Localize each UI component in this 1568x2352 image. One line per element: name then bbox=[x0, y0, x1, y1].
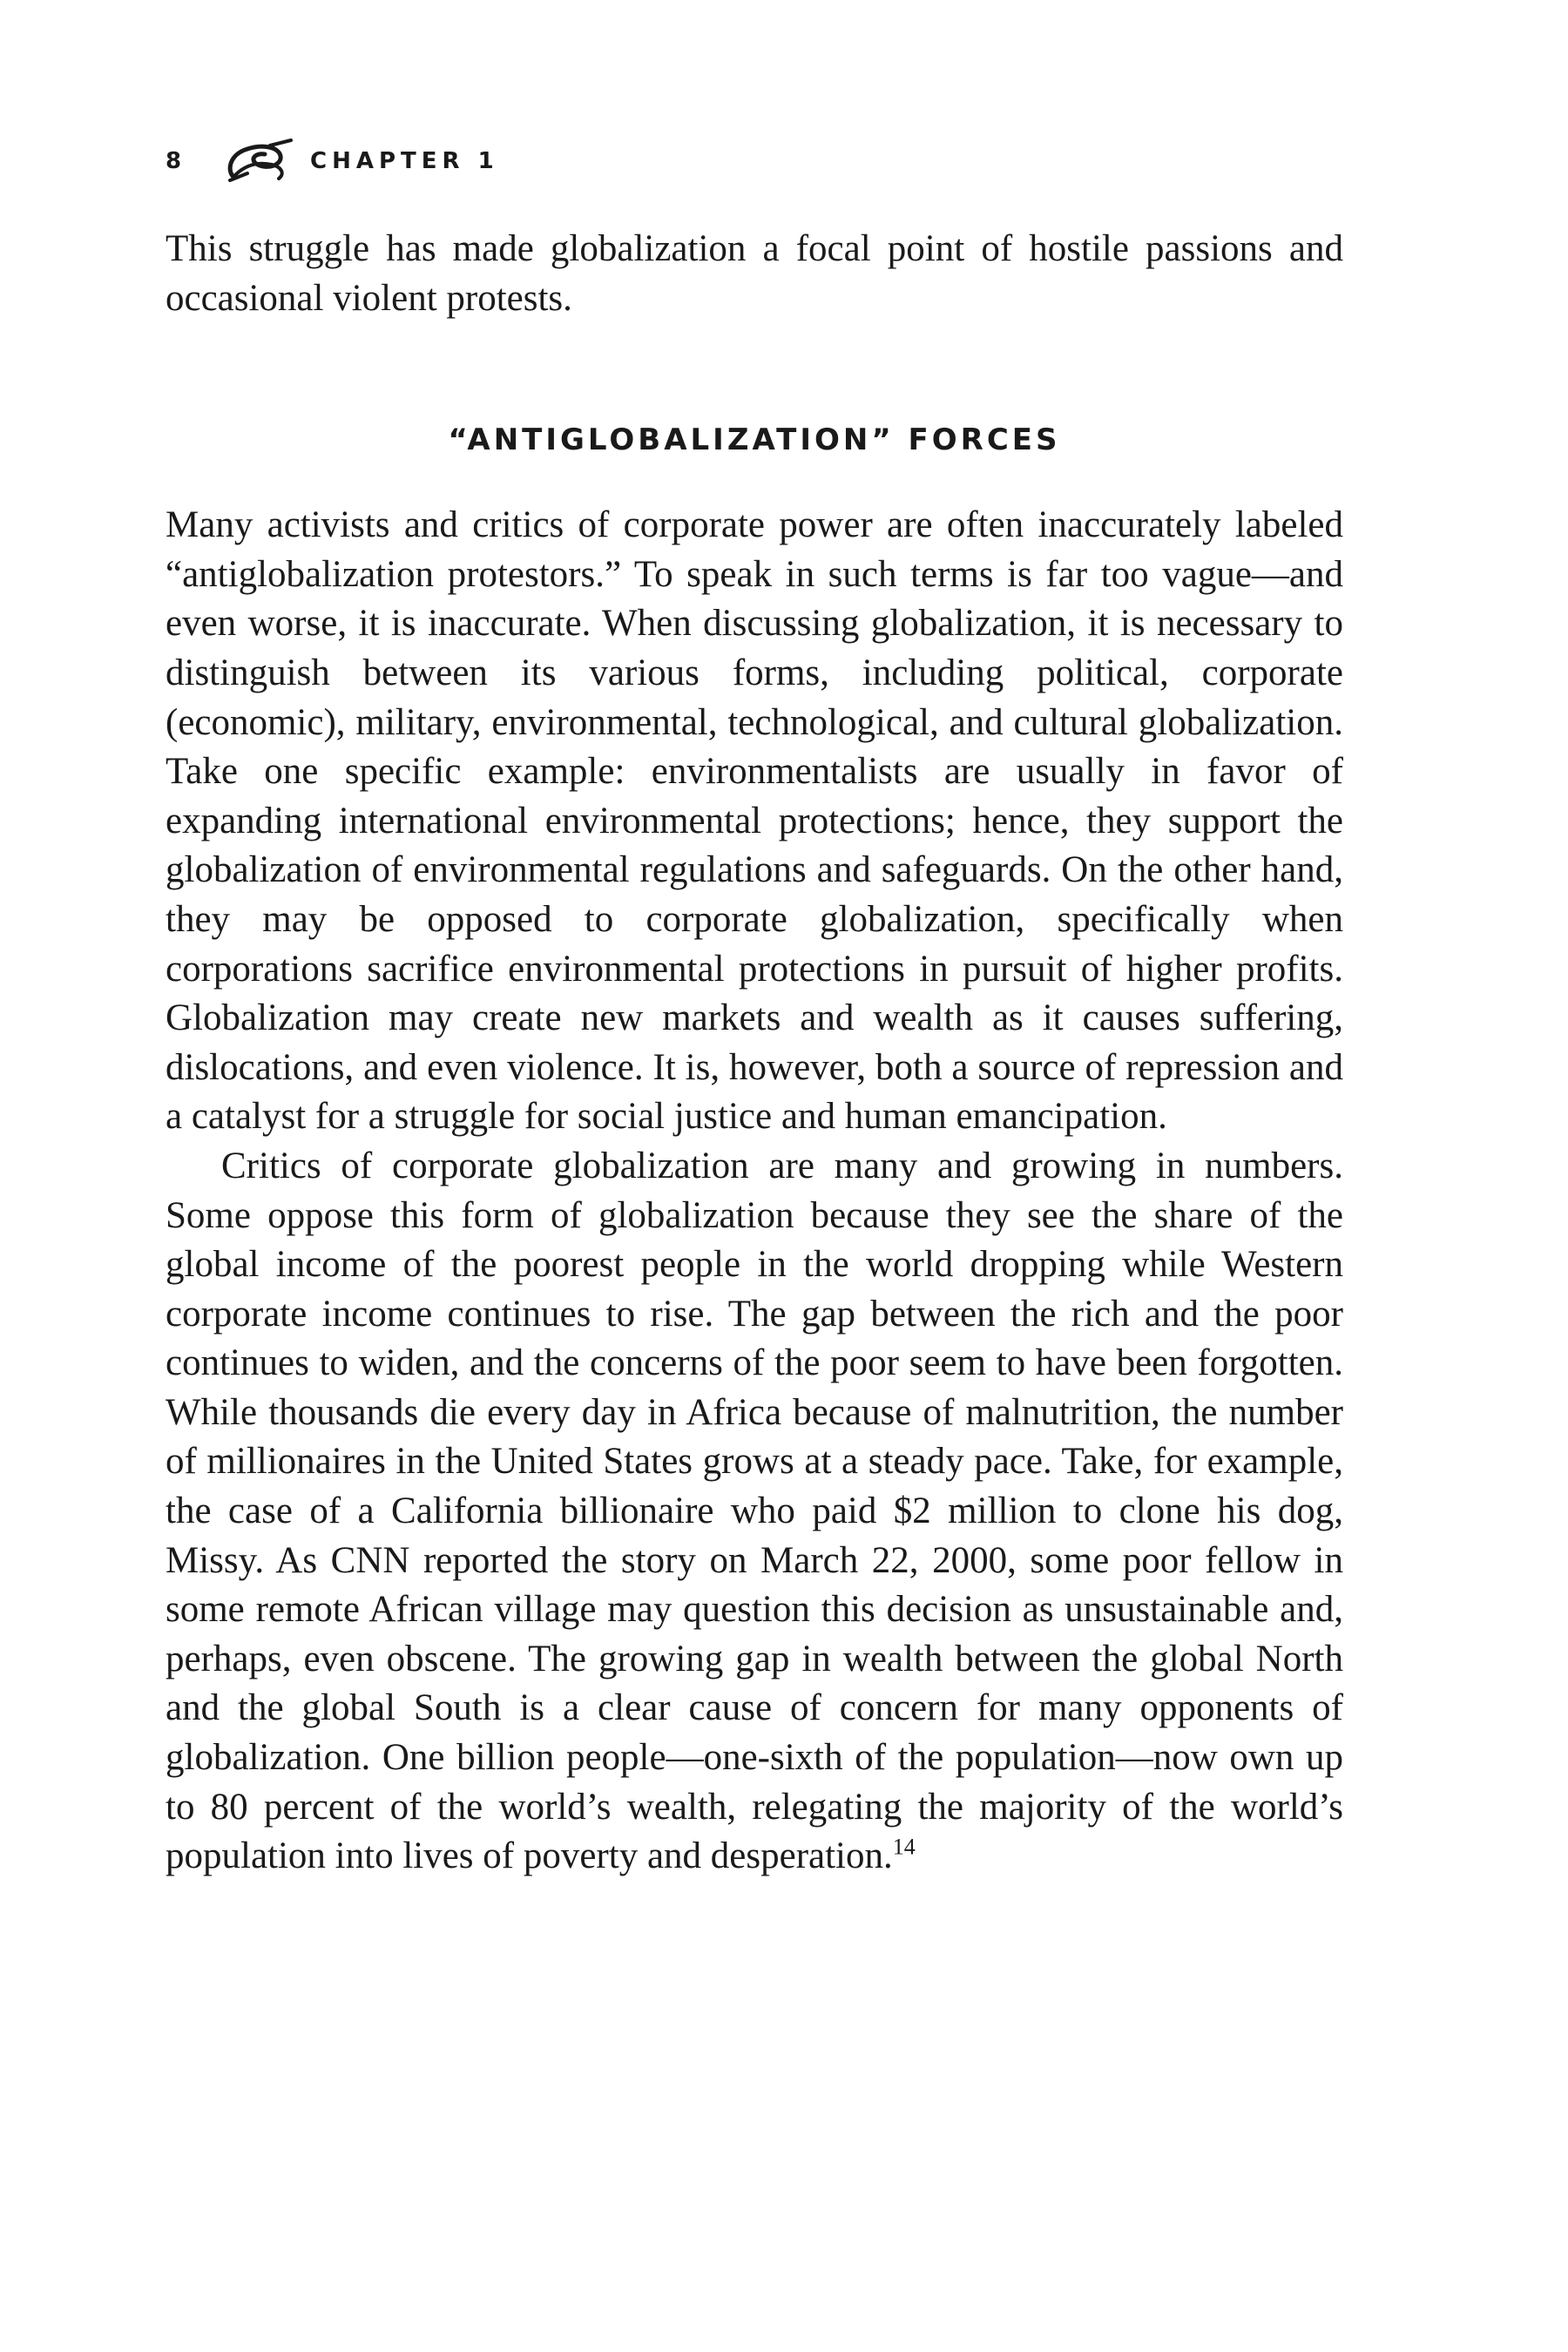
section-heading: “ANTIGLOBALIZATION” FORCES bbox=[448, 422, 1061, 458]
chapter-label: CHAPTER 1 bbox=[310, 148, 499, 174]
footnote-reference: 14 bbox=[892, 1834, 916, 1860]
page-number: 8 bbox=[166, 148, 187, 174]
paragraph-critics bbox=[166, 1142, 1343, 1882]
intro-paragraph: This struggle has made globalization a focal point of hostile passions and occasional violent protests. bbox=[166, 228, 1343, 319]
running-head bbox=[166, 135, 499, 187]
paragraph-critics-text: Critics of corporate globalization are many and growing in numbers. Some oppose this form of globalization because they see the share of the global income of the poorest people in the world dropping while Western corporate income continues to rise. The gap between the rich and the poor continues to widen, and the concerns of the poor seem to have been forgotten. While thousands die every day in Africa because of malnutrition, the number of millionaires in the United States grows at a steady pace. Take, for example, the case of a California billionaire who paid $2 million to clone his dog, Missy. As CNN reported the story on March 22, 2000, some poor fellow in some remote African village may question this decision as unsustainable and, perhaps, even obscene. The growing gap in wealth between the global North and the global South is a clear cause of concern for many opponents of globalization. One billion people—one-sixth of the population—now own up to 80 percent of the world’s wealth, relegating the majority of the world’s population into lives of poverty and desperation. bbox=[166, 1145, 1343, 1877]
paragraph-activists: Many activists and critics of corporate power are often inaccurately labeled “antiglobalization protestors.” To speak in such terms is far too vague—and even worse, it is inaccurate. When discussing globalization, it is necessary to distinguish between its various forms, including political, corporate (economic), military, environmental, technological, and cultural globalization. Take one specific example: environmentalists are usually in favor of expanding international environmental protections; hence, they support the globalization of environmental regulations and safeguards. On the other hand, they may be opposed to corporate globalization, specifically when corporations sacrifice environmental protections in pursuit of higher profits. Globalization may create new markets and wealth as it causes suffering, dislocations, and even violence. It is, however, both a source of repression and a catalyst for a struggle for social justice and human emancipation. bbox=[166, 504, 1343, 1138]
swirl-ornament-icon bbox=[218, 135, 305, 187]
body-text bbox=[166, 225, 1343, 1882]
